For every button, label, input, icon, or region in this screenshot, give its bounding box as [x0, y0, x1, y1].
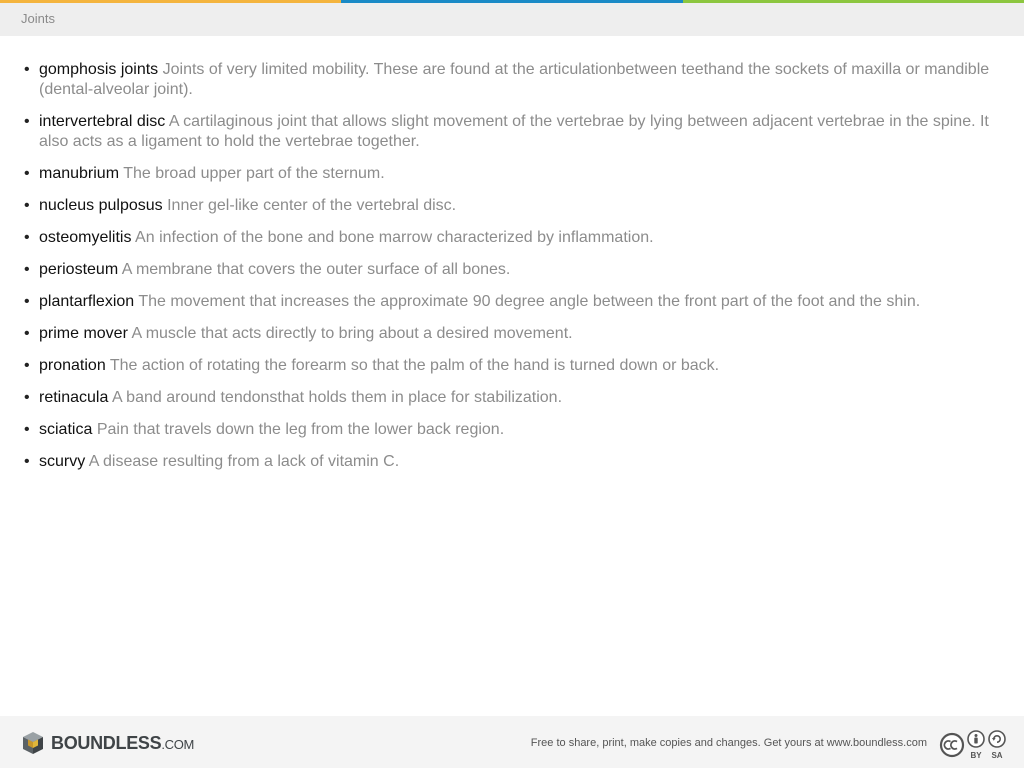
term-name: prime mover [39, 325, 128, 342]
term-name: nucleus pulposus [39, 197, 163, 214]
term-definition: The broad upper part of the sternum. [123, 165, 385, 182]
term-definition: An infection of the bone and bone marrow characterized by inflammation. [135, 229, 654, 246]
by-icon [968, 731, 984, 760]
term-definition: The action of rotating the forearm so that the palm of the hand is turned down or back. [109, 357, 720, 374]
term-name: plantarflexion [39, 293, 135, 310]
bullet-icon: • [24, 197, 30, 214]
term-name: periosteum [39, 261, 119, 278]
header-bar [0, 0, 1024, 36]
term-definition: A muscle that acts directly to bring about a desired movement. [131, 325, 573, 342]
list-item [24, 356, 1000, 376]
term-definition: A disease resulting from a lack of vitamin C. [88, 453, 400, 470]
page-title: Joints [21, 11, 55, 26]
term-name: pronation [39, 357, 106, 374]
list-item [24, 452, 1000, 472]
sa-label: SA [991, 751, 1003, 760]
term-name: scurvy [39, 453, 86, 470]
term-definition: A band around tendonsthat holds them in place for stabilization. [111, 389, 563, 406]
by-label: BY [970, 751, 982, 760]
term-definition: A membrane that covers the outer surface of all bones. [121, 261, 511, 278]
bullet-icon: • [24, 357, 30, 374]
term-name: gomphosis joints [39, 61, 159, 78]
term-name: intervertebral disc [39, 113, 166, 130]
bullet-icon: • [24, 61, 30, 78]
list-item [24, 292, 1000, 312]
term-definition: A cartilaginous joint that allows slight movement of the vertebrae by lying between adjacent vertebrae in the spine. It also acts as a ligament to hold the vertebrae together. [39, 113, 989, 150]
term-name: manubrium [39, 165, 120, 182]
logo-wordmark [51, 733, 194, 754]
bullet-icon: • [24, 389, 30, 406]
cc-icon [941, 734, 963, 756]
bullet-icon: • [24, 261, 30, 278]
sa-icon [989, 731, 1005, 760]
list-item [24, 388, 1000, 408]
footer-license-text: Free to share, print, make copies and changes. Get yours at www.boundless.com [530, 737, 927, 749]
bullet-icon: • [24, 165, 30, 182]
term-name: osteomyelitis [39, 229, 132, 246]
list-item [24, 228, 1000, 248]
term-list-container [24, 60, 1000, 484]
term-name: sciatica [39, 421, 93, 438]
header-stripe-orange [0, 0, 341, 3]
cc-license-badge[interactable] [939, 729, 1009, 761]
logo-domain: .COM [161, 736, 195, 752]
term-name: retinacula [39, 389, 109, 406]
term-definition: The movement that increases the approximate 90 degree angle between the front part of the foot and the shin. [138, 293, 921, 310]
bullet-icon: • [24, 229, 30, 246]
term-definition: Joints of very limited mobility. These are found at the articulationbetween teethand the sockets of maxilla or mandible (dental-alveolar joint). [39, 61, 990, 98]
term-definition: Pain that travels down the leg from the lower back region. [96, 421, 505, 438]
list-item [24, 164, 1000, 184]
bullet-icon: • [24, 325, 30, 342]
list-item [24, 60, 1000, 100]
list-item [24, 260, 1000, 280]
term-definition: Inner gel-like center of the vertebral disc. [167, 197, 457, 214]
list-item [24, 112, 1000, 152]
bullet-icon: • [24, 293, 30, 310]
list-item [24, 420, 1000, 440]
header-stripe-blue [341, 0, 683, 3]
footer-bar [0, 716, 1024, 768]
list-item [24, 324, 1000, 344]
list-item [24, 196, 1000, 216]
logo-name: BOUNDLESS [51, 732, 162, 753]
bullet-icon: • [24, 421, 30, 438]
term-list [24, 60, 1000, 472]
bullet-icon: • [24, 113, 30, 130]
cube-logo-icon [21, 731, 45, 755]
header-stripe-green [683, 0, 1024, 3]
boundless-logo[interactable] [21, 731, 194, 755]
bullet-icon: • [24, 453, 30, 470]
